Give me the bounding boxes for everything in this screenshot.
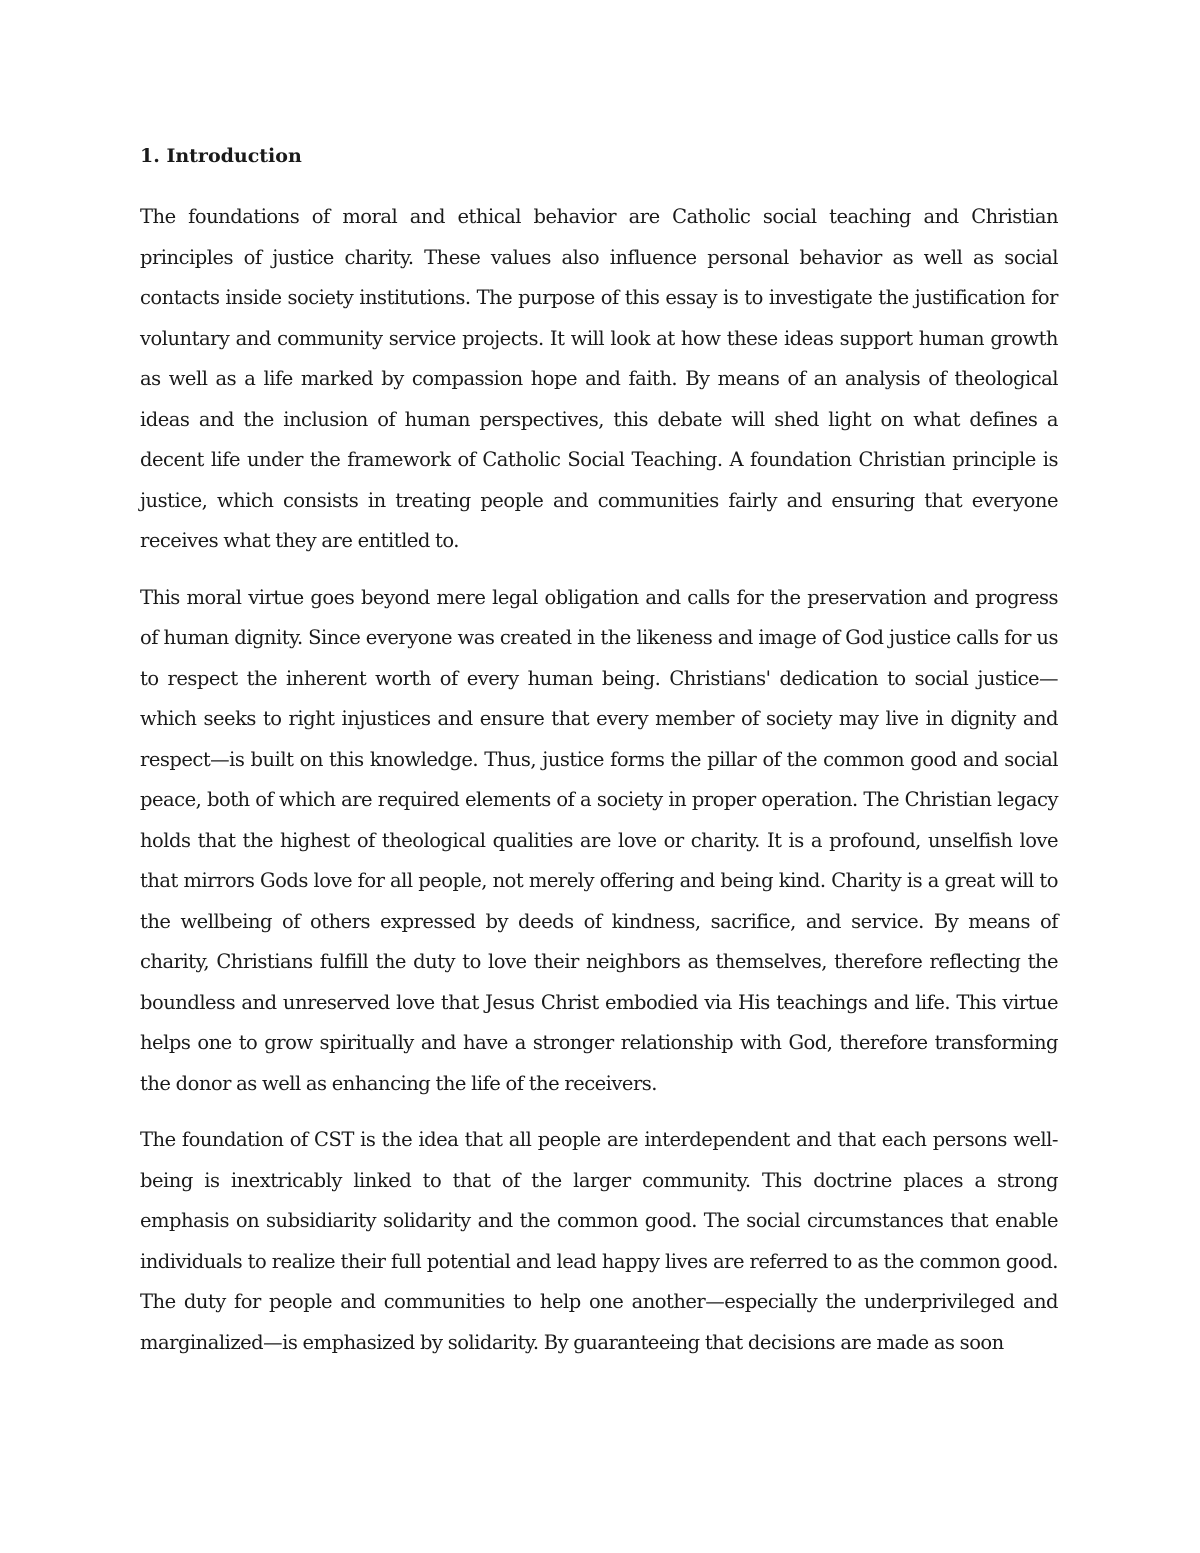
section-heading: 1. Introduction bbox=[140, 145, 302, 167]
document-page bbox=[140, 143, 1058, 1379]
paragraph-2: This moral virtue goes beyond mere legal obligation and calls for the preservation and progress of human dignity. Since everyone was created in the likeness and image of God justice calls for us to respect the inherent worth of every human being. Christians' dedication to social justice—which seeks to right injustices and ensure that every member of society may live in dignity and respect—is built on this knowledge. Thus, justice forms the pillar of the common good and social peace, both of which are required elements of a society in proper operation. The Christian legacy holds that the highest of theological qualities are love or charity. It is a profound, unselfish love that mirrors Gods love for all people, not merely offering and being kind. Charity is a great will to the wellbeing of others expressed by deeds of kindness, sacrifice, and service. By means of charity, Christians fulfill the duty to love their neighbors as themselves, therefore reflecting the boundless and unreserved love that Jesus Christ embodied via His teachings and life. This virtue helps one to grow spiritually and have a stronger relationship with God, therefore transforming the donor as well as enhancing the life of the receivers. bbox=[140, 585, 1058, 1095]
paragraph-3: The foundation of CST is the idea that all people are interdependent and that each persons well-being is inextricably linked to that of the larger community. This doctrine places a strong emphasis on subsidiarity solidarity and the common good. The social circumstances that enable individuals to realize their full potential and lead happy lives are referred to as the common good. The duty for people and communities to help one another—especially the underprivileged and marginalized—is emphasized by solidarity. By guaranteeing that decisions are made as soon bbox=[140, 1128, 1058, 1354]
paragraph-1: The foundations of moral and ethical behavior are Catholic social teaching and Christian principles of justice charity. These values also influence personal behavior as well as social contacts inside society institutions. The purpose of this essay is to investigate the justification for voluntary and community service projects. It will look at how these ideas support human growth as well as a life marked by compassion hope and faith. By means of an analysis of theological ideas and the inclusion of human perspectives, this debate will shed light on what defines a decent life under the framework of Catholic Social Teaching. A foundation Christian principle is justice, which consists in treating people and communities fairly and ensuring that everyone receives what they are entitled to. bbox=[140, 205, 1058, 552]
